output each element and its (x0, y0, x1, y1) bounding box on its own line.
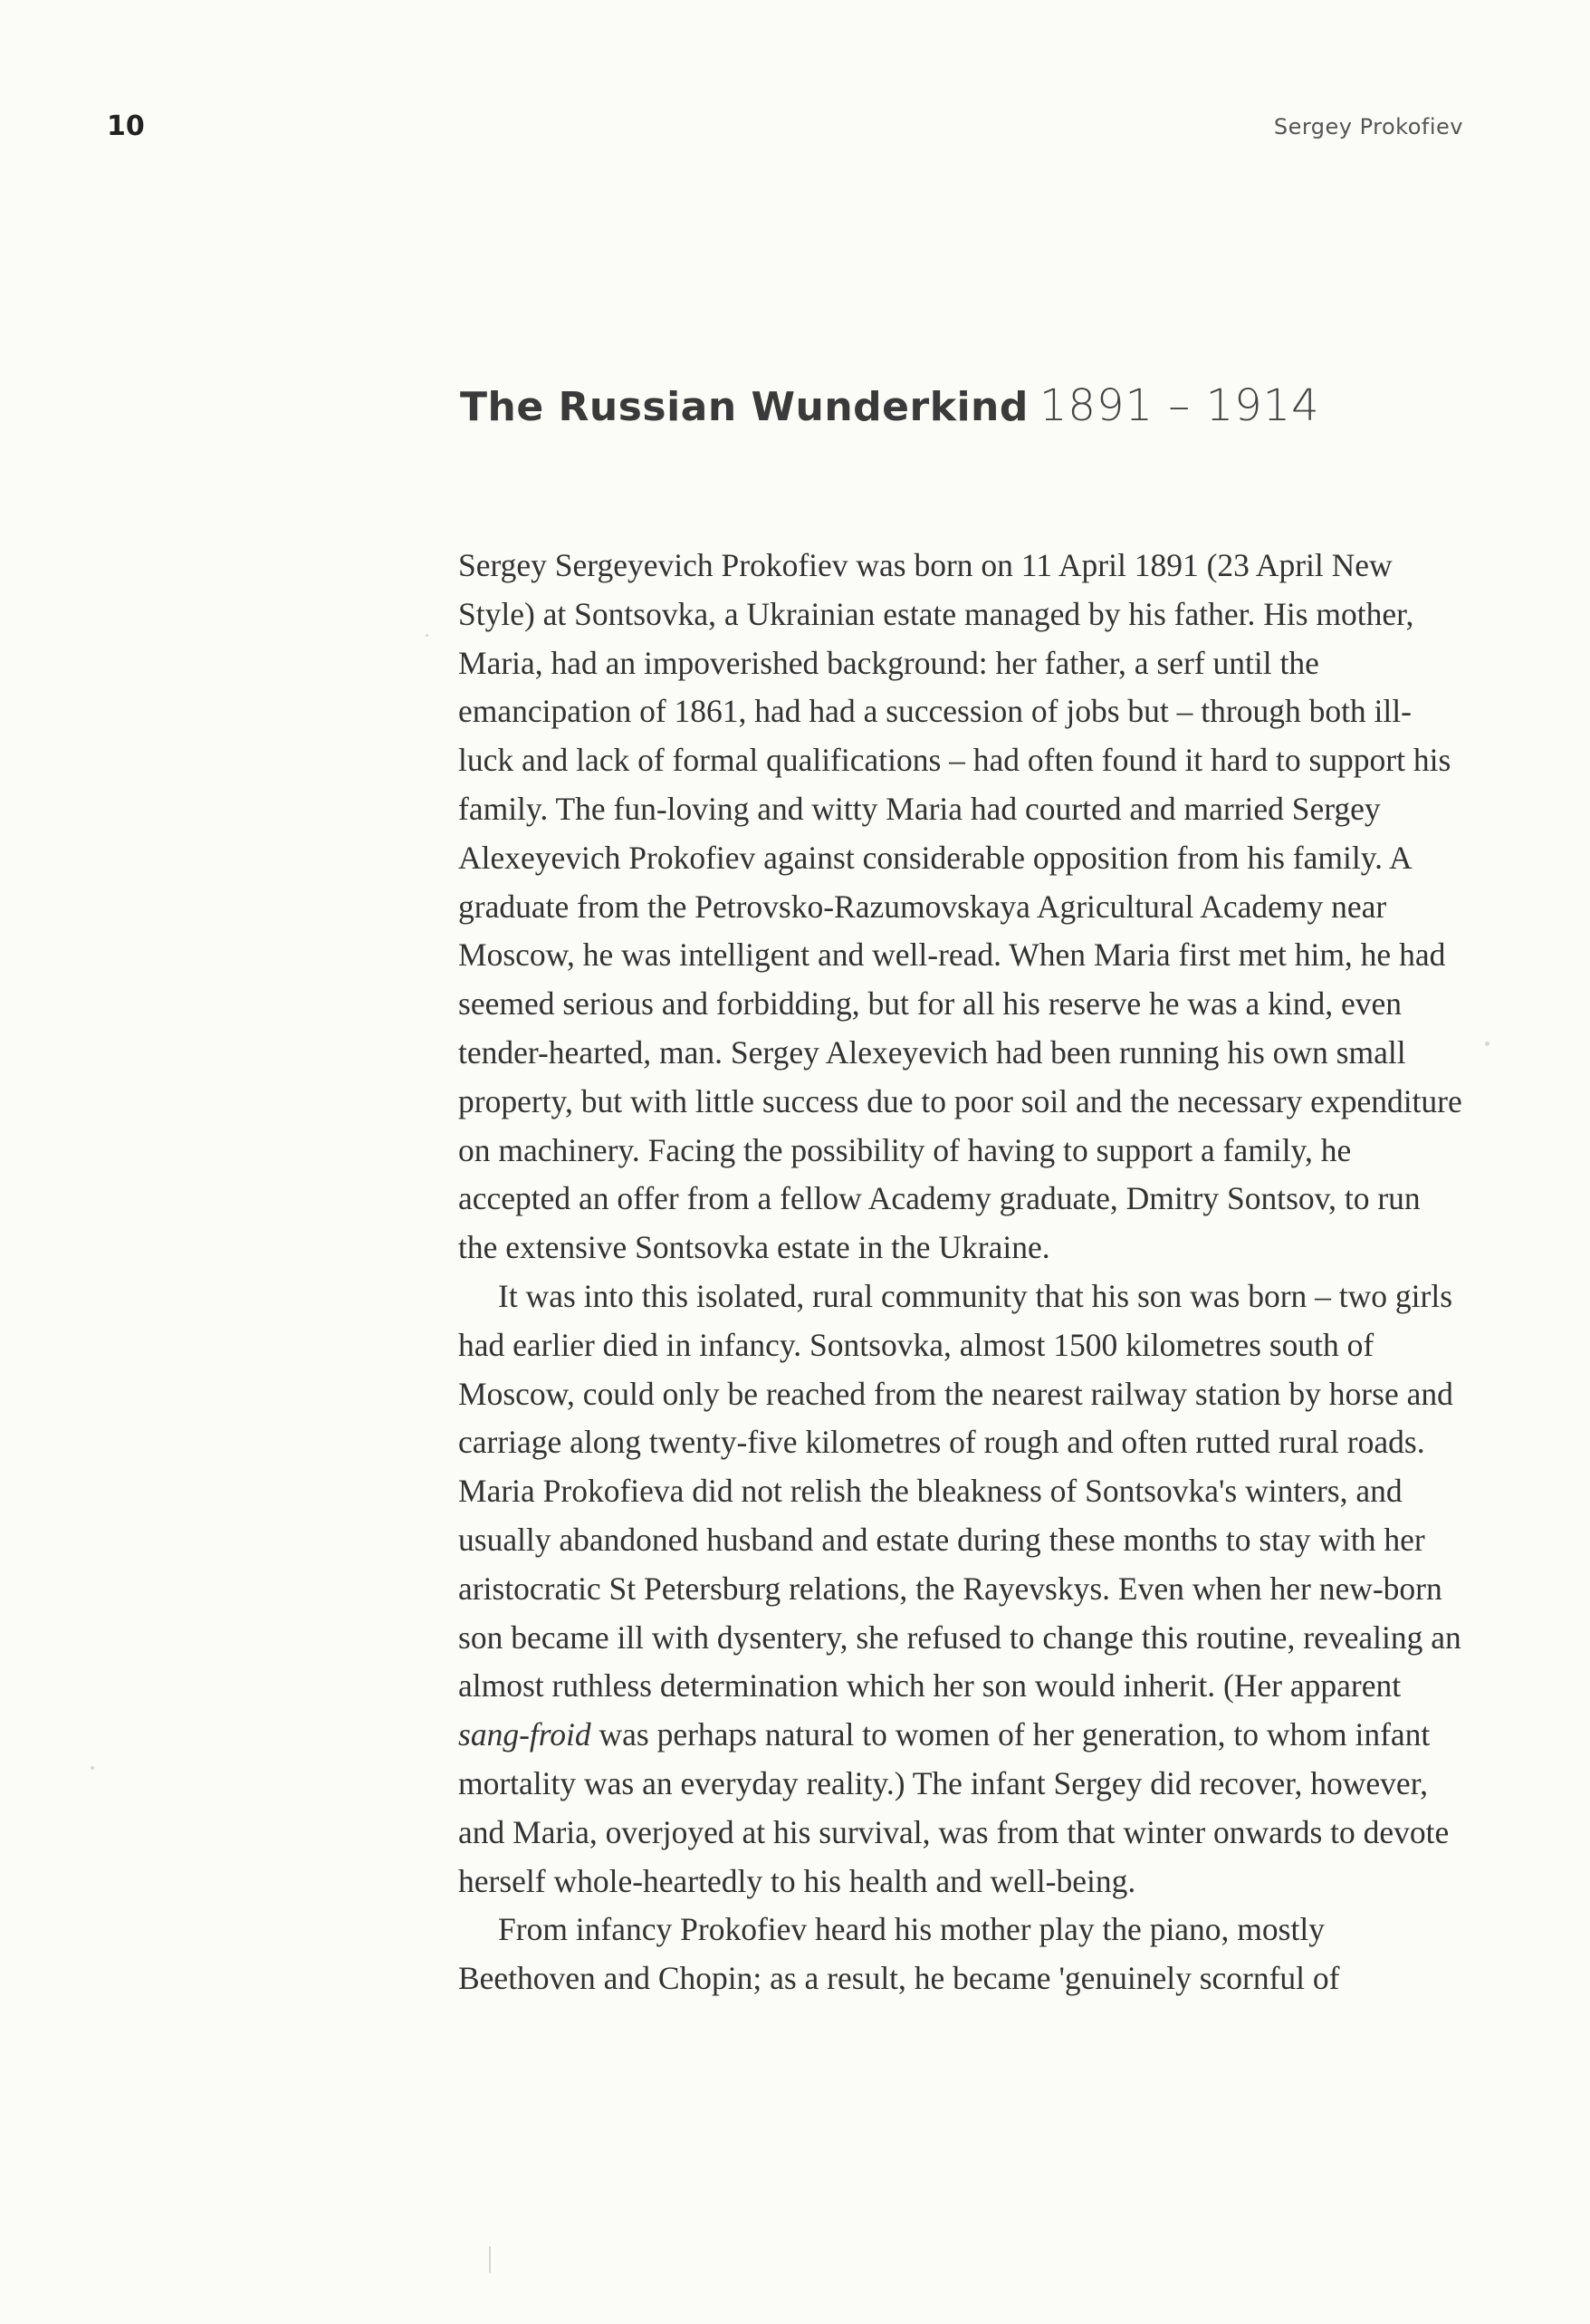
scan-speck (426, 634, 428, 637)
paragraph-2-part-2: was perhaps natural to women of her generation, to whom infant mortality was an everyday reality.) The infant Sergey did recover, however, and Maria, overjoyed at his survival, was from that winter onwards to devote herself whole-heartedly to his health and well-being. (458, 1716, 1450, 1899)
paragraph-3: From infancy Prokofiev heard his mother play the piano, mostly Beethoven and Chopin; as a result, he became 'genuinely scornful of (458, 1911, 1340, 1997)
chapter-years: 1891 – 1914 (1039, 380, 1320, 431)
body-text (458, 542, 1463, 2003)
paragraph-1: Sergey Sergeyevich Prokofiev was born on 11 April 1891 (23 April New Style) at Sontsovka, a Ukrainian estate managed by his father. His mother, Maria, had an impoverished background: her father, a serf until the emancipation of 1861, had had a succession of jobs but – through both ill-luck and lack of formal qualifications – had often found it hard to support his family. The fun-loving and witty Maria had courted and married Sergey Alexeyevich Prokofiev against considerable opposition from his family. A graduate from the Petrovsko-Razumovskaya Agricultural Academy near Moscow, he was intelligent and well-read. When Maria first met him, he had seemed serious and forbidding, but for all his reserve he was a kind, even tender-hearted, man. Sergey Alexeyevich had been running his own small property, but with little success due to poor soil and the necessary expenditure on machinery. Facing the possibility of having to support a family, he accepted an offer from a fellow Academy graduate, Dmitry Sontsov, to run the extensive Sontsovka estate in the Ukraine. (458, 547, 1462, 1266)
running-head: Sergey Prokofiev (1273, 114, 1463, 139)
italic-phrase: sang-froid (458, 1716, 591, 1753)
scan-speck (489, 2246, 491, 2273)
paragraph-2-part-1: It was into this isolated, rural community that his son was born – two girls had earlier died in infancy. Sontsovka, almost 1500 kilometres south of Moscow, could only be reached from the nearest railway station by horse and carriage along twenty-five kilometres of rough and often rutted rural roads. Maria Prokofieva did not relish the bleakness of Sontsovka's winters, and usually abandoned husband and estate during these months to stay with her aristocratic St Petersburg relations, the Rayevskys. Even when her new-born son became ill with dysentery, she refused to change this routine, revealing an almost ruthless determination which her son would inherit. (Her apparent (458, 1277, 1461, 1705)
scan-speck (91, 1766, 94, 1770)
page-number: 10 (107, 110, 145, 142)
scan-speck (1485, 1042, 1489, 1046)
paragraph-2 (458, 1272, 1463, 1906)
chapter-title: The Russian Wunderkind (460, 384, 1029, 430)
chapter-heading (460, 380, 1320, 431)
